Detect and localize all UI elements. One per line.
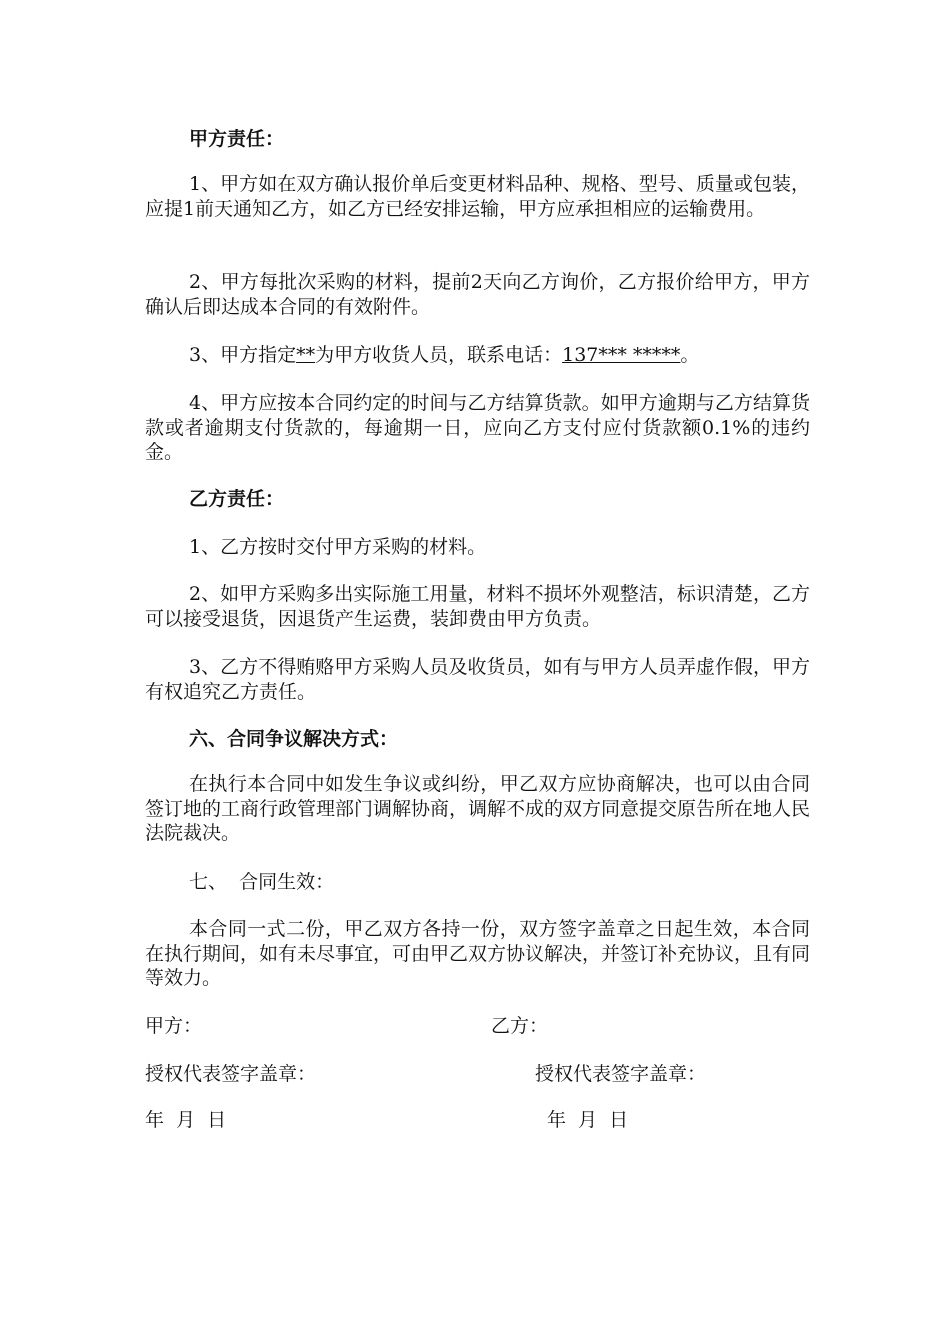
party-a-item-3 <box>145 343 699 367</box>
party-b-heading: 乙方责任： <box>189 488 285 510</box>
party-b-item-3: 3、乙方不得贿赂甲方采购人员及收货员，如有与甲方人员弄虚作假，甲方有权追究乙方责任。 <box>145 656 810 703</box>
party-b-item-2: 2、如甲方采购多出实际施工用量，材料不损坏外观整洁，标识清楚，乙方可以接受退货，因退货产生运费，装卸费由甲方负责。 <box>145 583 810 630</box>
dispute-heading: 六、合同争议解决方式： <box>189 728 399 750</box>
effect-heading: 七、 合同生效： <box>189 871 335 893</box>
party-a-label: 甲方： <box>145 1015 203 1037</box>
item3-suffix: 。 <box>680 344 700 366</box>
effect-text: 本合同一式二份，甲乙双方各持一份，双方签字盖章之日起生效，本合同在执行期间，如有未尽事宜，可由甲乙双方协议解决，并签订补充协议，且有同等效力。 <box>145 918 811 989</box>
party-b-sign-label: 授权代表签字盖章： <box>535 1063 707 1085</box>
item3-prefix: 3、甲方指定 <box>189 344 297 366</box>
contact-name: ** <box>296 344 316 366</box>
party-a-item-1: 1、甲方如在双方确认报价单后变更材料品种、规格、型号、质量或包装，应提1前天通知乙方，如乙方已经安排运输，甲方应承担相应的运输费用。 <box>145 173 810 220</box>
dispute-text: 在执行本合同中如发生争议或纠纷，甲乙双方应协商解决，也可以由合同签订地的工商行政管理部门调解协商，调解不成的双方同意提交原告所在地人民法院裁决。 <box>145 773 811 844</box>
party-a-item-4: 4、甲方应按本合同约定的时间与乙方结算货款。如甲方逾期与乙方结算货款或者逾期支付货款的，每逾期一日，应向乙方支付应付货款额0.1%的违约金。 <box>145 392 810 463</box>
party-a-sign-label: 授权代表签字盖章： <box>145 1063 317 1085</box>
party-b-date: 年 月 日 <box>547 1109 629 1131</box>
party-a-item-2: 2、甲方每批次采购的材料，提前2天向乙方询价，乙方报价给甲方，甲方确认后即达成本合同的有效附件。 <box>145 271 810 318</box>
party-b-label: 乙方： <box>491 1015 549 1037</box>
contact-phone: 137*** ***** <box>562 344 681 366</box>
party-b-item-1: 1、乙方按时交付甲方采购的材料。 <box>189 536 487 558</box>
party-a-date: 年 月 日 <box>145 1109 227 1131</box>
item3-middle: 为甲方收货人员，联系电话： <box>315 344 563 366</box>
party-a-heading: 甲方责任： <box>189 128 285 150</box>
